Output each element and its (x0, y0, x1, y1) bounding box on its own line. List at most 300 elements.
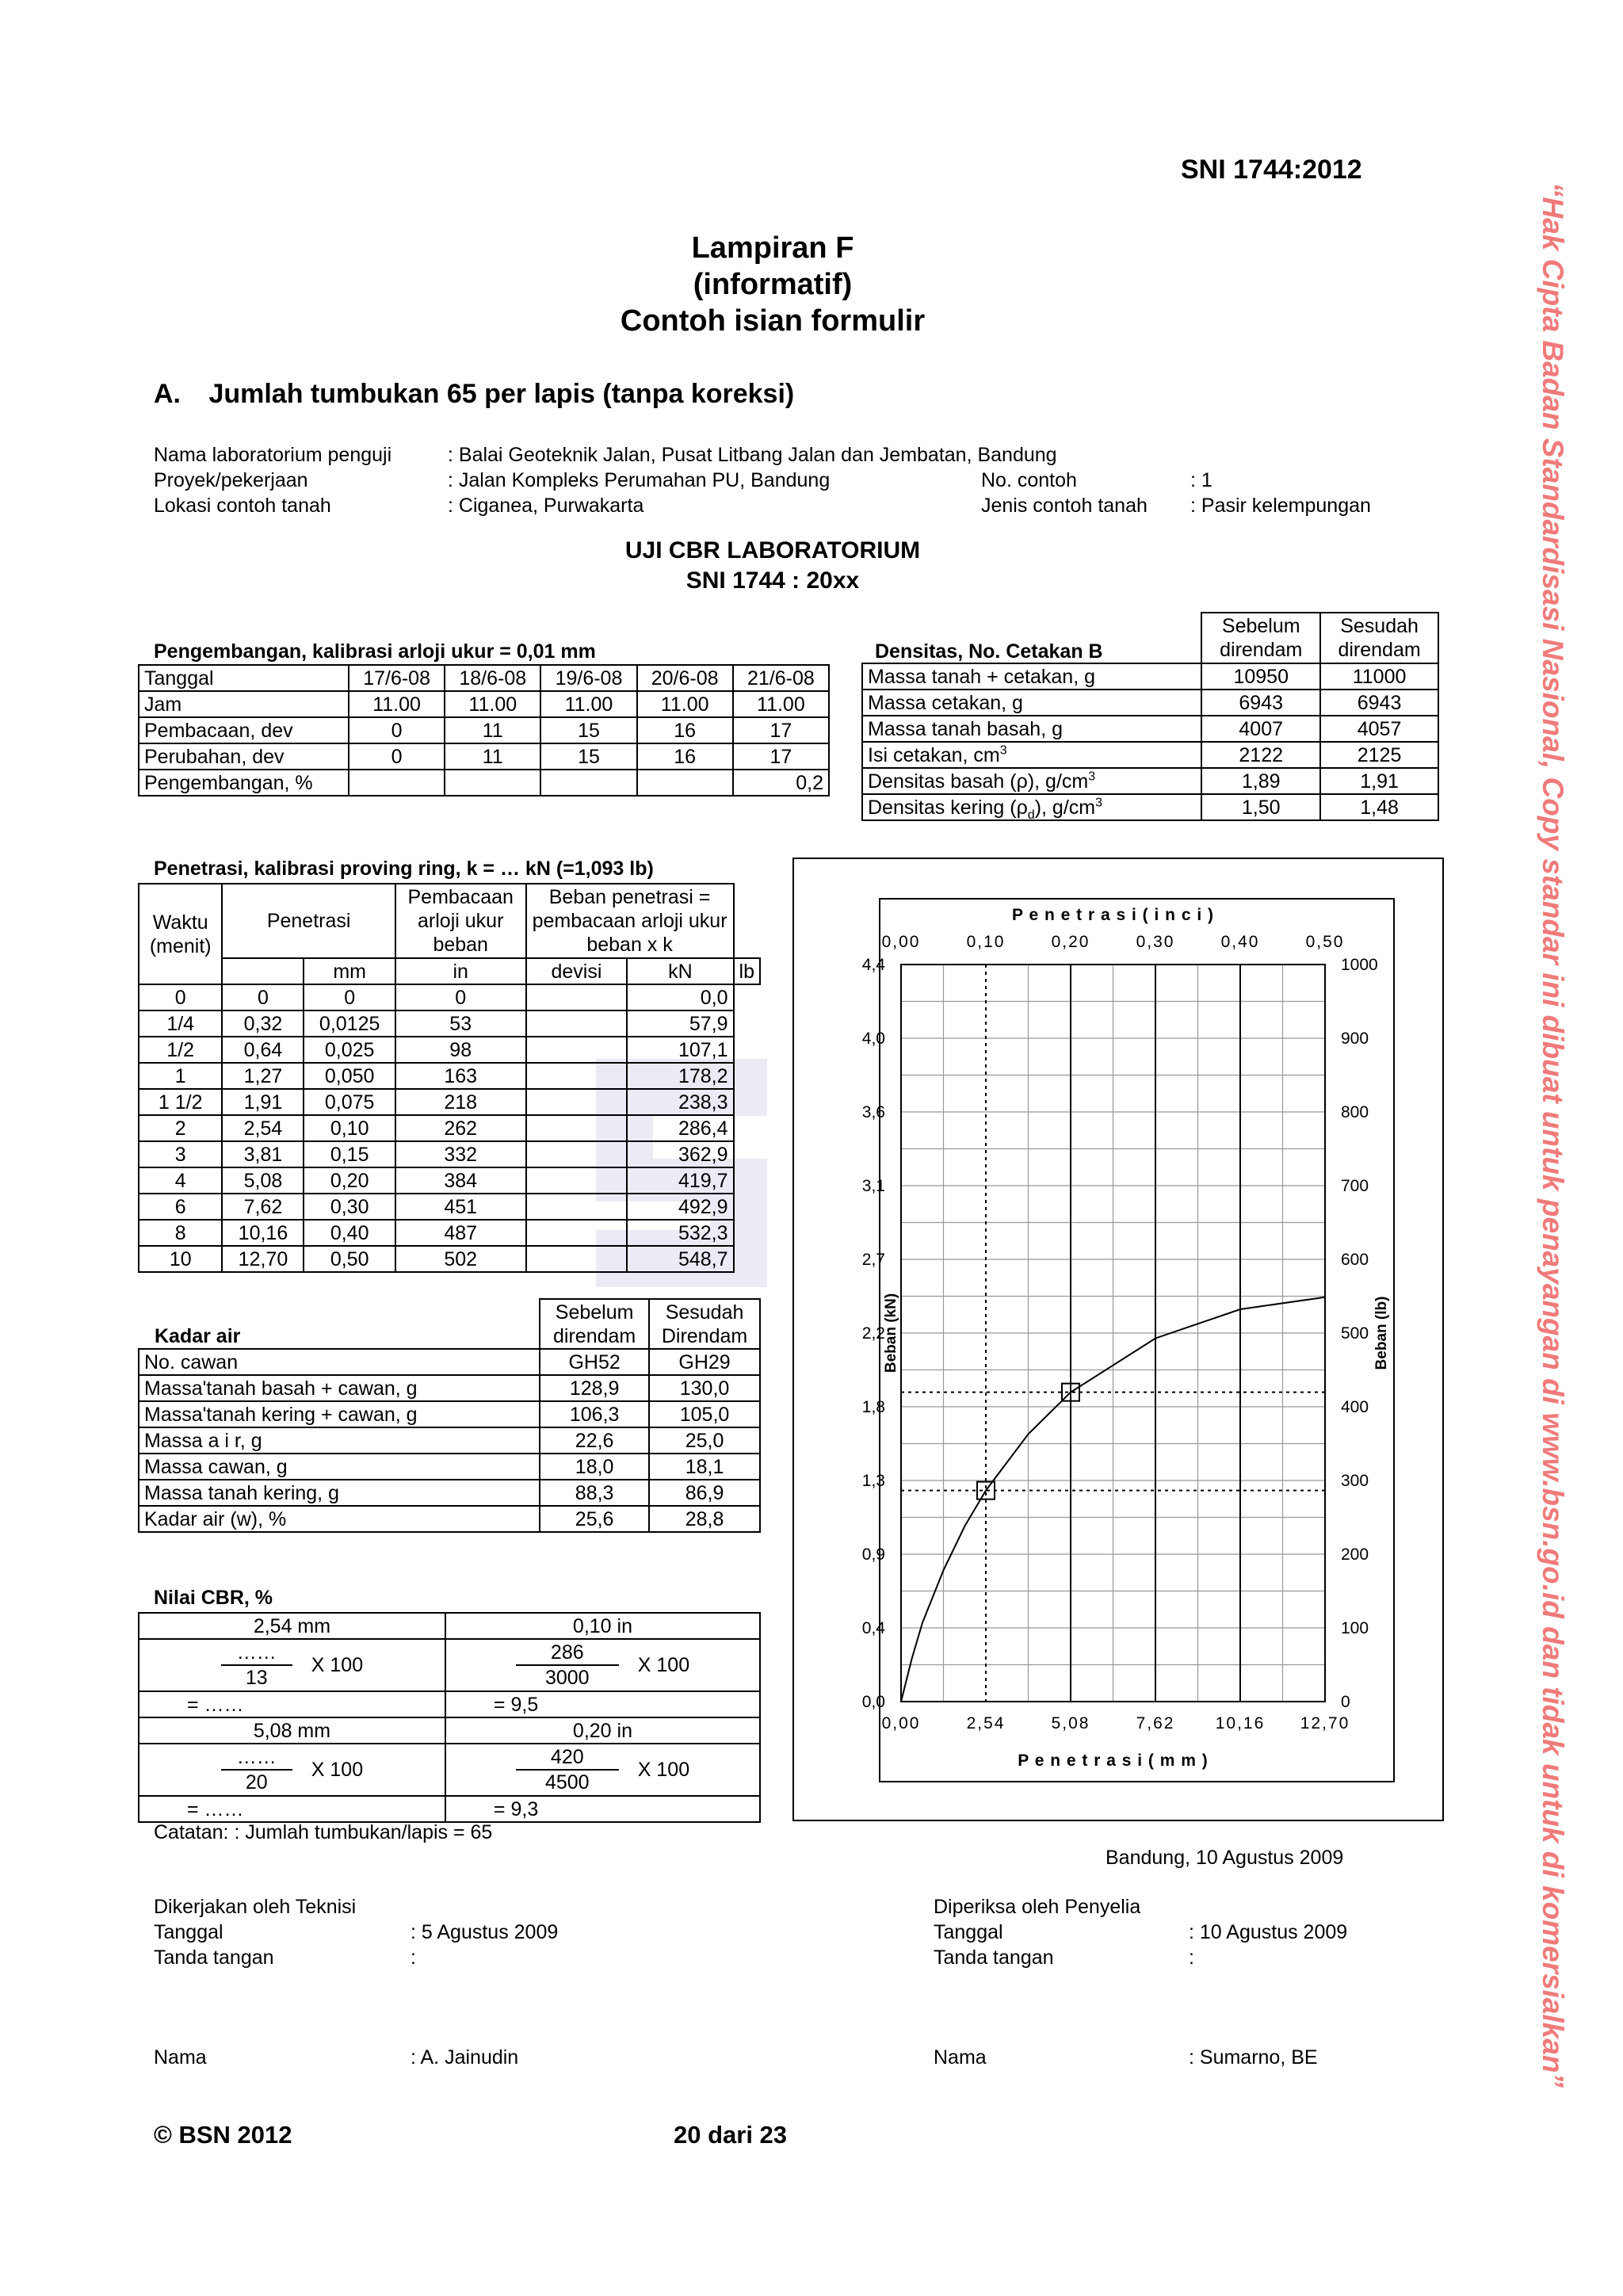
table-row (139, 1010, 760, 1037)
penetration-cell: 2 (139, 1115, 222, 1141)
form-title-line-2: SNI 1744 : 20xx (685, 567, 860, 594)
water-before: 128,9 (540, 1375, 649, 1401)
table-row (139, 1220, 760, 1246)
penetration-cell: 1 1/2 (139, 1089, 222, 1115)
table-row (139, 1063, 760, 1089)
swelling-cell: 11.00 (637, 691, 733, 717)
pen-header-reading: Pembacaan arloji ukur beban (395, 884, 526, 958)
table-row (139, 984, 760, 1010)
cbr-h1b: 0,10 in (445, 1613, 760, 1639)
penetration-cell: 451 (395, 1194, 526, 1220)
chart-y-right-tick: 600 (1341, 1251, 1369, 1269)
penetration-cell: 107,1 (627, 1037, 733, 1063)
table-row (139, 1167, 760, 1194)
penetration-cell (526, 1115, 628, 1141)
chart-y-left-tick: 4,0 (861, 1030, 885, 1048)
cbr-formula-1a (139, 1640, 445, 1690)
penetration-cell: 57,9 (627, 1010, 733, 1037)
swelling-cell: 15 (540, 717, 636, 743)
table-row (139, 1141, 760, 1167)
table-row (139, 1480, 760, 1506)
swelling-cell: 11 (445, 717, 540, 743)
penetration-cell: 4 (139, 1167, 222, 1194)
table-row (862, 794, 1438, 820)
water-after: GH29 (649, 1349, 760, 1375)
water-after: 130,0 (649, 1375, 760, 1401)
pen-unit-dev: devisi (526, 958, 628, 984)
penetration-cell: 502 (395, 1246, 526, 1272)
soil-type-value: : Pasir kelempungan (1190, 495, 1371, 517)
density-label-text: Massa tanah basah, g (868, 717, 1063, 740)
water-before: 25,6 (540, 1506, 649, 1532)
chart-y-right-tick: 900 (1341, 1030, 1369, 1048)
water-col-after: Sesudah Direndam (649, 1299, 760, 1349)
penetration-cell: 1/2 (139, 1037, 222, 1063)
cbr-x100-1a: X 100 (311, 1654, 364, 1676)
penetration-table (138, 883, 761, 1273)
penetration-cell: 98 (395, 1037, 526, 1063)
penetration-cell: 262 (395, 1115, 526, 1141)
chart-y-right-tick: 700 (1341, 1177, 1369, 1195)
cbr-h1a: 2,54 mm (139, 1613, 445, 1639)
penetration-cell: 0,10 (304, 1115, 395, 1141)
swelling-row-label: Pengembangan, % (139, 770, 349, 796)
penetration-cell: 384 (395, 1167, 526, 1194)
water-content-table (138, 1298, 761, 1533)
table-row (139, 1454, 760, 1480)
chart-y-right-tick: 100 (1341, 1619, 1369, 1637)
swelling-cell: 20/6-08 (637, 665, 733, 691)
cbr-f1a-den: 13 (245, 1667, 268, 1689)
table-row (139, 743, 829, 770)
cbr-f1b-num: 286 (516, 1641, 619, 1666)
copyright-watermark: “Hak Cipta Badan Standardisasi Nasional, Copy standar ini dibuat untuk penayangan di www.bsn.go.id dan tidak untuk di komersialkan” (1537, 182, 1569, 2088)
project-label: Proyek/pekerjaan (154, 469, 308, 491)
density-col-before: Sebelum direndam (1201, 613, 1320, 663)
supervisor-name-label: Nama (934, 2046, 987, 2069)
density-label-sup: 3 (1095, 796, 1103, 810)
footer-page-number: 20 dari 23 (674, 2121, 788, 2149)
chart-y-right-tick: 0 (1341, 1693, 1350, 1711)
chart-x-bottom-tick: 5,08 (1051, 1714, 1090, 1733)
penetration-cell: 1/4 (139, 1010, 222, 1037)
chart-x-bottom-tick: 2,54 (966, 1714, 1006, 1733)
swelling-cell: 11.00 (445, 691, 540, 717)
penetration-cell: 419,7 (627, 1167, 733, 1194)
swelling-table (138, 664, 830, 797)
chart-x-bottom-tick: 7,62 (1136, 1714, 1175, 1733)
cbr-f2b-den: 4500 (544, 1771, 590, 1794)
table-row (862, 768, 1438, 794)
chart-x-top-tick: 0,20 (1051, 933, 1090, 951)
cbr-r1b: = 9,5 (445, 1691, 760, 1717)
cbr-f1a-num: …… (221, 1641, 292, 1666)
supervisor-name-value: : Sumarno, BE (1189, 2046, 1318, 2069)
density-row-label (862, 663, 1201, 690)
technician-date-label: Tanggal (154, 1921, 223, 1943)
page-title (475, 230, 1070, 339)
penetration-cell: 7,62 (222, 1194, 304, 1220)
penetration-cell (526, 1089, 628, 1115)
table-row (139, 1115, 760, 1141)
swelling-cell: 18/6-08 (445, 665, 540, 691)
swelling-row-label: Tanggal (139, 665, 349, 691)
density-after: 2125 (1320, 742, 1438, 768)
penetration-cell: 0,50 (304, 1246, 395, 1272)
penetration-cell: 163 (395, 1063, 526, 1089)
water-row-label: Kadar air (w), % (139, 1506, 540, 1532)
chart-x-top-tick: 0,50 (1305, 933, 1345, 951)
penetration-cell: 0,0125 (304, 1010, 395, 1037)
penetration-cell (526, 1220, 628, 1246)
chart-top-title: P e n e t r a s i ( i n c i ) (1011, 906, 1215, 924)
chart-y-right-label: Beban (lb) (1373, 1296, 1390, 1370)
title-line-2: (informatif) (693, 268, 853, 301)
supervisor-sign-label: Tanda tangan (934, 1946, 1054, 1969)
chart-y-left-tick: 0,0 (861, 1693, 885, 1711)
cbr-r1a: = …… (139, 1691, 445, 1717)
pen-header-penetration: Penetrasi (222, 884, 395, 958)
chart-y-right-tick: 200 (1341, 1545, 1369, 1564)
cbr-f2b-num: 420 (516, 1745, 619, 1771)
density-after: 1,91 (1320, 768, 1438, 794)
penetration-cell (526, 1010, 628, 1037)
supervisor-date-value: : 10 Agustus 2009 (1189, 1921, 1348, 1943)
penetration-cell: 0,64 (222, 1037, 304, 1063)
swelling-cell (540, 770, 636, 796)
cbr-x100-1b: X 100 (637, 1654, 690, 1676)
cbr-h2a: 5,08 mm (139, 1717, 445, 1744)
water-before: GH52 (540, 1349, 649, 1375)
penetration-cell: 332 (395, 1141, 526, 1167)
cbr-formula-2b (446, 1744, 759, 1795)
penetration-cell: 10 (139, 1246, 222, 1272)
chart-bottom-title: P e n e t r a s i ( m m ) (1018, 1752, 1209, 1770)
chart-y-left-tick: 0,4 (861, 1619, 885, 1637)
cbr-table (138, 1612, 761, 1823)
location-value: : Ciganea, Purwakarta (448, 495, 644, 517)
table-row (139, 665, 829, 691)
table-row (139, 691, 829, 717)
penetration-title: Penetrasi, kalibrasi proving ring, k = … kN (=1,093 lb) (154, 858, 654, 880)
penetration-cell: 0 (304, 984, 395, 1010)
technician-sign-label: Tanda tangan (154, 1946, 274, 1969)
water-col-before: Sebelum direndam (540, 1299, 649, 1349)
technician-date-value: : 5 Agustus 2009 (411, 1921, 559, 1943)
penetration-cell: 10,16 (222, 1220, 304, 1246)
penetration-cell: 0,075 (304, 1089, 395, 1115)
chart-y-right-tick: 300 (1341, 1472, 1369, 1490)
section-number: A. (154, 379, 181, 409)
pen-unit-blank (222, 958, 304, 984)
water-before: 18,0 (540, 1454, 649, 1480)
penetration-cell: 0,30 (304, 1194, 395, 1220)
penetration-cell: 53 (395, 1010, 526, 1037)
penetration-cell (526, 1063, 628, 1089)
density-row-label (862, 768, 1201, 794)
water-before: 106,3 (540, 1401, 649, 1427)
penetration-cell: 0,32 (222, 1010, 304, 1037)
pen-header-load: Beban penetrasi = pembacaan arloji ukur beban x k (526, 884, 734, 958)
swelling-cell (349, 770, 445, 796)
penetration-cell: 238,3 (627, 1089, 733, 1115)
water-after: 25,0 (649, 1427, 760, 1454)
swelling-cell: 11.00 (349, 691, 445, 717)
table-row (139, 1506, 760, 1532)
chart-x-top-tick: 0,10 (966, 933, 1006, 951)
penetration-cell: 548,7 (627, 1246, 733, 1272)
penetration-cell: 0 (395, 984, 526, 1010)
water-row-label: Massa'tanah kering + cawan, g (139, 1401, 540, 1427)
penetration-cell: 0,025 (304, 1037, 395, 1063)
chart-y-left-tick: 2,7 (861, 1251, 885, 1269)
penetration-cell (526, 1037, 628, 1063)
table-row (862, 742, 1438, 768)
penetration-cell (526, 1141, 628, 1167)
project-value: : Jalan Kompleks Perumahan PU, Bandung (448, 469, 831, 491)
chart-y-right-tick: 1000 (1341, 956, 1378, 974)
density-row-label (862, 690, 1201, 716)
penetration-cell: 487 (395, 1220, 526, 1246)
penetration-cell: 1 (139, 1063, 222, 1089)
water-row-label: Massa'tanah basah + cawan, g (139, 1375, 540, 1401)
penetration-cell: 0,20 (304, 1167, 395, 1194)
density-label-text: Densitas basah (ρ), g/cm (868, 770, 1089, 793)
table-row (139, 1427, 760, 1454)
swelling-row-label: Perubahan, dev (139, 743, 349, 770)
density-label-text: Densitas kering (ρ (868, 796, 1028, 819)
cbr-f2a-den: 20 (245, 1771, 268, 1794)
table-row (862, 690, 1438, 716)
swelling-cell: 21/6-08 (733, 665, 829, 691)
density-after: 4057 (1320, 716, 1438, 742)
swelling-cell: 0 (349, 743, 445, 770)
swelling-cell: 16 (637, 717, 733, 743)
water-after: 86,9 (649, 1480, 760, 1506)
chart-y-left-tick: 1,8 (861, 1398, 885, 1416)
technician-sign-value: : (411, 1946, 416, 1969)
soil-type-label: Jenis contoh tanah (981, 495, 1148, 517)
table-row (139, 1246, 760, 1272)
chart-x-top-tick: 0,30 (1136, 933, 1175, 951)
sample-no-value: : 1 (1190, 469, 1212, 491)
water-row-label: Massa tanah kering, g (139, 1480, 540, 1506)
swelling-cell: 15 (540, 743, 636, 770)
penetration-cell: 5,08 (222, 1167, 304, 1194)
swelling-cell: 11 (445, 743, 540, 770)
chart-y-right-tick: 400 (1341, 1398, 1369, 1416)
swelling-cell: 19/6-08 (540, 665, 636, 691)
density-after: 1,48 (1320, 794, 1438, 820)
footer-copyright: © BSN 2012 (154, 2121, 292, 2149)
penetration-cell: 1,91 (222, 1089, 304, 1115)
density-col-after: Sesudah direndam (1320, 613, 1438, 663)
penetration-load-chart (792, 858, 1442, 1820)
swelling-row-label: Jam (139, 691, 349, 717)
water-after: 105,0 (649, 1401, 760, 1427)
density-label-text: Massa tanah + cetakan, g (868, 665, 1095, 688)
penetration-cell: 362,9 (627, 1141, 733, 1167)
penetration-cell: 3,81 (222, 1141, 304, 1167)
penetration-cell: 6 (139, 1194, 222, 1220)
water-row-label: Massa a i r, g (139, 1427, 540, 1454)
chart-y-left-tick: 3,1 (861, 1177, 885, 1195)
chart-y-left-tick: 3,6 (861, 1103, 885, 1121)
water-row-label: No. cawan (139, 1349, 540, 1375)
chart-x-bottom-tick: 12,70 (1300, 1714, 1350, 1733)
swelling-cell: 17 (733, 717, 829, 743)
title-line-1: Lampiran F (691, 231, 854, 265)
section-heading (154, 379, 794, 410)
density-label-sup: 3 (999, 743, 1007, 758)
density-row-label (862, 794, 1201, 820)
penetration-cell: 0,050 (304, 1063, 395, 1089)
density-label-text: Massa cetakan, g (868, 691, 1023, 714)
chart-inner-border (880, 899, 1394, 1782)
density-before: 4007 (1201, 716, 1320, 742)
technician-name-value: : A. Jainudin (411, 2046, 519, 2069)
penetration-cell: 8 (139, 1220, 222, 1246)
swelling-cell (637, 770, 733, 796)
technician-name-label: Nama (154, 2046, 207, 2069)
table-row (139, 1375, 760, 1401)
density-before: 1,50 (1201, 794, 1320, 820)
density-after: 11000 (1320, 663, 1438, 690)
penetration-cell: 0,15 (304, 1141, 395, 1167)
penetration-cell: 2,54 (222, 1115, 304, 1141)
water-after: 18,1 (649, 1454, 760, 1480)
chart-y-right-tick: 800 (1341, 1103, 1369, 1121)
penetration-cell: 12,70 (222, 1246, 304, 1272)
swelling-cell: 16 (637, 743, 733, 770)
penetration-cell: 0,40 (304, 1220, 395, 1246)
table-row (139, 1401, 760, 1427)
swelling-title: Pengembangan, kalibrasi arloji ukur = 0,01 mm (154, 640, 596, 663)
location-label: Lokasi contoh tanah (154, 495, 331, 517)
penetration-cell: 532,3 (627, 1220, 733, 1246)
penetration-cell: 3 (139, 1141, 222, 1167)
table-row (139, 1349, 760, 1375)
swelling-cell (445, 770, 540, 796)
table-row (862, 716, 1438, 742)
penetration-cell: 0,0 (627, 984, 733, 1010)
penetration-cell (526, 1246, 628, 1272)
cbr-x100-2a: X 100 (311, 1759, 364, 1781)
section-title: Jumlah tumbukan 65 per lapis (tanpa koreksi) (208, 379, 795, 409)
chart-x-bottom-tick: 10,16 (1215, 1714, 1266, 1733)
cbr-f1b-den: 3000 (544, 1667, 590, 1689)
swelling-cell: 17 (733, 743, 829, 770)
chart-x-top-tick: 0,00 (881, 933, 921, 951)
cbr-r2b: = 9,3 (445, 1796, 760, 1822)
swelling-cell: 0 (349, 717, 445, 743)
water-before: 88,3 (540, 1480, 649, 1506)
density-before: 1,89 (1201, 768, 1320, 794)
penetration-cell: 0 (139, 984, 222, 1010)
penetration-cell: 286,4 (627, 1115, 733, 1141)
chart-y-left-tick: 2,2 (861, 1324, 885, 1343)
form-title (475, 536, 1070, 596)
swelling-cell: 17/6-08 (349, 665, 445, 691)
water-title: Kadar air (155, 1325, 241, 1347)
form-title-line-1: UJI CBR LABORATORIUM (624, 537, 921, 563)
chart-x-top-tick: 0,40 (1220, 933, 1260, 951)
chart-y-left-label: Beban (kN) (883, 1293, 899, 1373)
cbr-h2b: 0,20 in (445, 1717, 760, 1744)
density-table (861, 612, 1439, 821)
penetration-cell: 492,9 (627, 1194, 733, 1220)
penetration-cell: 0 (222, 984, 304, 1010)
density-label-sub: d (1027, 808, 1035, 822)
pen-unit-mm: mm (304, 958, 395, 984)
density-label-text-2: ), g/cm (1034, 796, 1096, 819)
supervisor-title: Diperiksa oleh Penyelia (934, 1896, 1141, 1918)
density-after: 6943 (1320, 690, 1438, 716)
lab-value: : Balai Geoteknik Jalan, Pusat Litbang Jalan dan Jembatan, Bandung (448, 444, 1057, 466)
swelling-cell: 0,2 (733, 770, 829, 796)
penetration-cell (526, 984, 628, 1010)
chart-y-left-tick: 4,4 (861, 956, 885, 974)
cbr-title: Nilai CBR, % (154, 1587, 273, 1609)
water-row-label: Massa cawan, g (139, 1454, 540, 1480)
chart-y-left-tick: 0,9 (861, 1545, 885, 1564)
water-before: 22,6 (540, 1427, 649, 1454)
density-title: Densitas, No. Cetakan B (875, 640, 1103, 663)
title-line-3: Contoh isian formulir (620, 304, 926, 338)
cbr-r2a: = …… (139, 1796, 445, 1822)
supervisor-date-label: Tanggal (934, 1921, 1003, 1943)
penetration-cell: 218 (395, 1089, 526, 1115)
cbr-formula-1b (446, 1640, 759, 1690)
density-before: 10950 (1201, 663, 1320, 690)
penetration-cell (526, 1194, 628, 1220)
table-row (139, 717, 829, 743)
standard-number: SNI 1744:2012 (1181, 155, 1362, 185)
sample-no-label: No. contoh (981, 469, 1077, 491)
density-label-sup: 3 (1088, 770, 1096, 784)
table-row (139, 1089, 760, 1115)
pen-unit-in: in (395, 958, 526, 984)
swelling-row-label: Pembacaan, dev (139, 717, 349, 743)
technician-title: Dikerjakan oleh Teknisi (154, 1896, 357, 1918)
chart-y-right-tick: 500 (1341, 1324, 1369, 1343)
density-before: 2122 (1201, 742, 1320, 768)
density-row-label (862, 716, 1201, 742)
penetration-cell: 178,2 (627, 1063, 733, 1089)
table-row (139, 770, 829, 796)
swelling-cell: 11.00 (540, 691, 636, 717)
note: Catatan: : Jumlah tumbukan/lapis = 65 (154, 1821, 493, 1843)
cbr-x100-2b: X 100 (637, 1759, 690, 1781)
table-row (139, 1037, 760, 1063)
supervisor-sign-value: : (1189, 1946, 1194, 1969)
pen-unit-kn: kN (627, 958, 733, 984)
cbr-formula-2a (139, 1744, 445, 1795)
density-row-label (862, 742, 1201, 768)
water-after: 28,8 (649, 1506, 760, 1532)
density-label-text: Isi cetakan, cm (868, 743, 1000, 766)
table-row (139, 1194, 760, 1220)
penetration-cell (526, 1167, 628, 1194)
lab-label: Nama laboratorium penguji (154, 444, 392, 466)
swelling-cell: 11.00 (733, 691, 829, 717)
table-row (862, 663, 1438, 690)
pen-header-time: Waktu (menit) (139, 884, 222, 984)
place-date: Bandung, 10 Agustus 2009 (1106, 1847, 1344, 1869)
chart-x-bottom-tick: 0,00 (881, 1714, 921, 1733)
penetration-cell: 1,27 (222, 1063, 304, 1089)
chart-y-left-tick: 1,3 (861, 1472, 885, 1490)
